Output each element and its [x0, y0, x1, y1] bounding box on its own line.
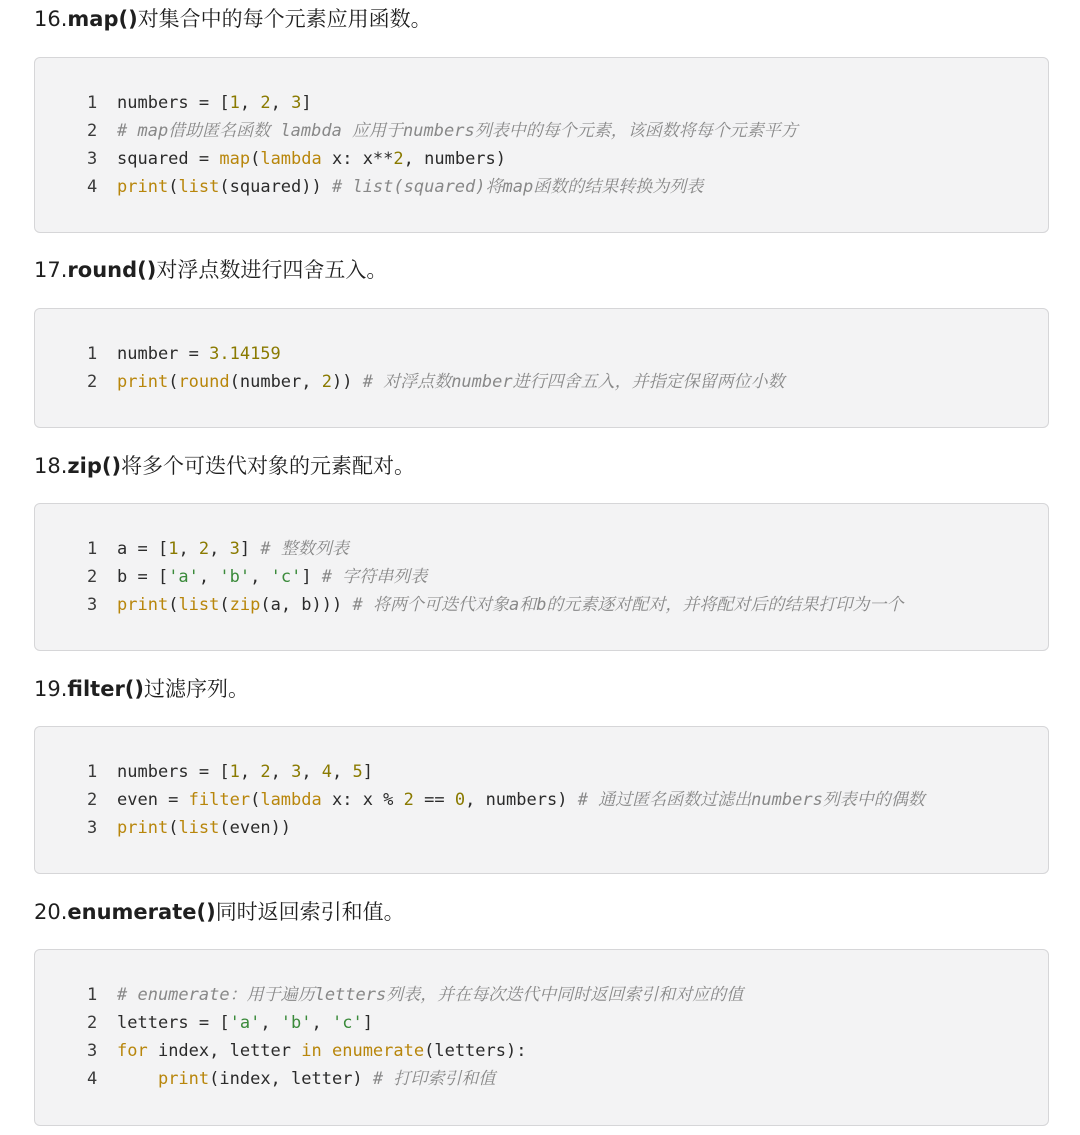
- code-token: print: [157, 1069, 210, 1089]
- code-token: 4: [321, 762, 333, 782]
- code-token: 2: [198, 539, 210, 559]
- code-block-18: [34, 503, 1049, 651]
- code-token: in: [301, 1041, 322, 1061]
- section-number: 17.: [34, 258, 68, 282]
- code-token: print: [117, 177, 169, 197]
- code-token: list: [178, 177, 220, 197]
- code-token: # 将两个可迭代对象a和b的元素逐对配对，并将配对后的结果打印为一个: [352, 595, 904, 615]
- line-number: 1: [87, 344, 98, 364]
- code-token: 'a': [229, 1013, 261, 1033]
- line-number: 2: [87, 1013, 98, 1033]
- code-token: (letters):: [424, 1041, 527, 1061]
- code-line: [87, 563, 1048, 591]
- section-19-heading: [34, 675, 249, 703]
- code-line: [87, 758, 1048, 786]
- code-token: 1: [229, 93, 240, 113]
- code-lines: [87, 981, 1048, 1093]
- code-lines: [87, 340, 1048, 396]
- code-token: 'c': [270, 567, 302, 587]
- code-token: ]: [362, 762, 374, 782]
- code-token: b = [: [117, 567, 169, 587]
- code-token: # 字符串列表: [321, 567, 428, 587]
- section-17-heading: [34, 256, 387, 284]
- code-token: 2: [260, 762, 271, 782]
- code-token: (number,: [229, 372, 322, 392]
- code-token: ,: [239, 93, 261, 113]
- code-token: , numbers): [465, 790, 578, 810]
- code-line: [87, 591, 1048, 619]
- code-token: 3: [291, 762, 302, 782]
- code-token: enumerate: [331, 1041, 425, 1061]
- code-token: index, letter: [147, 1041, 302, 1061]
- code-token: 2: [403, 790, 414, 810]
- code-token: # 通过匿名函数过滤出numbers列表中的偶数: [577, 790, 925, 810]
- line-number: 2: [87, 567, 98, 587]
- code-line: [87, 368, 1048, 396]
- code-token: (: [168, 818, 179, 838]
- code-token: letters = [: [117, 1013, 230, 1033]
- code-token: (a, b))): [260, 595, 353, 615]
- code-token: ,: [178, 539, 199, 559]
- line-number: 2: [87, 121, 98, 141]
- code-token: 3: [291, 93, 302, 113]
- code-line: [87, 173, 1048, 201]
- code-token: lambda: [260, 149, 322, 169]
- code-token: ,: [250, 567, 271, 587]
- code-token: print: [117, 595, 169, 615]
- code-token: x: x**: [321, 149, 394, 169]
- code-token: # map借助匿名函数 lambda 应用于numbers列表中的每个元素，该函数将每个元素平方: [117, 121, 798, 141]
- code-token: (: [250, 149, 261, 169]
- code-lines: [87, 535, 1048, 619]
- code-token: (squared)): [219, 177, 332, 197]
- line-number: 1: [87, 539, 98, 559]
- code-token: 'b': [219, 567, 251, 587]
- line-number: 1: [87, 762, 98, 782]
- code-token: 1: [168, 539, 179, 559]
- line-number: 4: [87, 1069, 98, 1089]
- section-description: 过滤序列。: [144, 677, 250, 701]
- code-token: (even)): [219, 818, 292, 838]
- section-function-name: enumerate(): [67, 900, 216, 924]
- code-token: round: [178, 372, 230, 392]
- line-number: 3: [87, 149, 98, 169]
- code-token: map: [219, 149, 251, 169]
- line-number: 3: [87, 1041, 98, 1061]
- line-number: 2: [87, 790, 98, 810]
- section-20-heading: [34, 898, 405, 926]
- code-token: 2: [393, 149, 404, 169]
- line-number: 4: [87, 177, 98, 197]
- code-line: [87, 340, 1048, 368]
- code-line: [87, 814, 1048, 842]
- section-18-heading: [34, 452, 415, 480]
- code-token: 2: [321, 372, 332, 392]
- code-token: 2: [260, 93, 271, 113]
- code-token: print: [117, 818, 169, 838]
- line-number: 3: [87, 818, 98, 838]
- line-number: 1: [87, 985, 98, 1005]
- code-token: print: [117, 372, 169, 392]
- code-token: ,: [270, 93, 292, 113]
- code-token: list: [178, 818, 220, 838]
- code-token: ,: [270, 762, 292, 782]
- code-line: [87, 1009, 1048, 1037]
- code-token: list: [178, 595, 220, 615]
- code-token: ,: [332, 762, 353, 782]
- code-token: a = [: [117, 539, 169, 559]
- code-token: ,: [301, 762, 322, 782]
- code-line: [87, 535, 1048, 563]
- section-description: 将多个可迭代对象的元素配对。: [121, 454, 416, 478]
- code-token: ,: [239, 762, 261, 782]
- code-token: # 整数列表: [260, 539, 349, 559]
- code-lines: [87, 89, 1048, 201]
- code-token: # 对浮点数number进行四舍五入，并指定保留两位小数: [362, 372, 785, 392]
- code-line: [87, 1065, 1048, 1093]
- code-block-17: [34, 308, 1049, 428]
- code-token: (: [168, 372, 179, 392]
- code-token: , numbers): [403, 149, 507, 169]
- section-function-name: round(): [67, 258, 157, 282]
- section-number: 20.: [34, 900, 68, 924]
- code-token: for: [117, 1041, 148, 1061]
- code-token: filter: [188, 790, 251, 810]
- code-token: numbers = [: [117, 762, 230, 782]
- code-token: (: [168, 177, 179, 197]
- code-token: # list(squared)将map函数的结果转换为列表: [331, 177, 704, 197]
- code-token: 3: [229, 539, 240, 559]
- code-token: (: [219, 595, 230, 615]
- section-description: 对浮点数进行四舍五入。: [156, 258, 388, 282]
- code-line: [87, 786, 1048, 814]
- code-token: x: x %: [321, 790, 404, 810]
- code-token: lambda: [260, 790, 322, 810]
- code-lines: [87, 758, 1048, 842]
- code-line: [87, 145, 1048, 173]
- code-block-20: [34, 949, 1049, 1126]
- line-number: 2: [87, 372, 98, 392]
- code-token: ,: [198, 567, 220, 587]
- line-number: 3: [87, 595, 98, 615]
- code-token: ]: [362, 1013, 373, 1033]
- code-token: [117, 1069, 158, 1089]
- code-token: even =: [117, 790, 189, 810]
- code-token: 'a': [168, 567, 199, 587]
- code-token: ]: [239, 539, 261, 559]
- code-token: 1: [229, 762, 240, 782]
- line-number: 1: [87, 93, 98, 113]
- section-function-name: zip(): [67, 454, 122, 478]
- section-16-heading: [34, 5, 432, 33]
- code-token: # 打印索引和值: [372, 1069, 496, 1089]
- code-token: 3.14159: [209, 344, 281, 364]
- code-token: ,: [311, 1013, 332, 1033]
- code-token: ]: [301, 93, 312, 113]
- code-token: numbers = [: [117, 93, 230, 113]
- code-line: [87, 1037, 1048, 1065]
- code-token: 5: [352, 762, 363, 782]
- section-function-name: map(): [67, 7, 138, 31]
- code-line: [87, 117, 1048, 145]
- section-number: 16.: [34, 7, 68, 31]
- code-token: [322, 1041, 332, 1061]
- code-token: zip: [229, 595, 261, 615]
- code-token: 0: [454, 790, 466, 810]
- code-block-19: [34, 726, 1049, 874]
- code-line: [87, 89, 1048, 117]
- section-description: 对集合中的每个元素应用函数。: [137, 7, 432, 31]
- code-line: [87, 981, 1048, 1009]
- code-block-16: [34, 57, 1049, 233]
- code-token: ,: [209, 539, 230, 559]
- section-function-name: filter(): [67, 677, 145, 701]
- section-description: 同时返回索引和值。: [215, 900, 405, 924]
- code-token: (index, letter): [209, 1069, 373, 1089]
- code-token: (: [168, 595, 179, 615]
- code-token: 'c': [332, 1013, 363, 1033]
- section-number: 19.: [34, 677, 68, 701]
- code-token: 'b': [280, 1013, 312, 1033]
- code-token: squared =: [117, 149, 220, 169]
- code-token: )): [332, 372, 363, 392]
- code-token: number =: [117, 344, 210, 364]
- code-token: ==: [413, 790, 455, 810]
- code-token: (: [250, 790, 261, 810]
- code-token: # enumerate：用于遍历letters列表，并在每次迭代中同时返回索引和对应的值: [117, 985, 744, 1005]
- code-token: ]: [301, 567, 322, 587]
- section-number: 18.: [34, 454, 68, 478]
- code-token: ,: [260, 1013, 281, 1033]
